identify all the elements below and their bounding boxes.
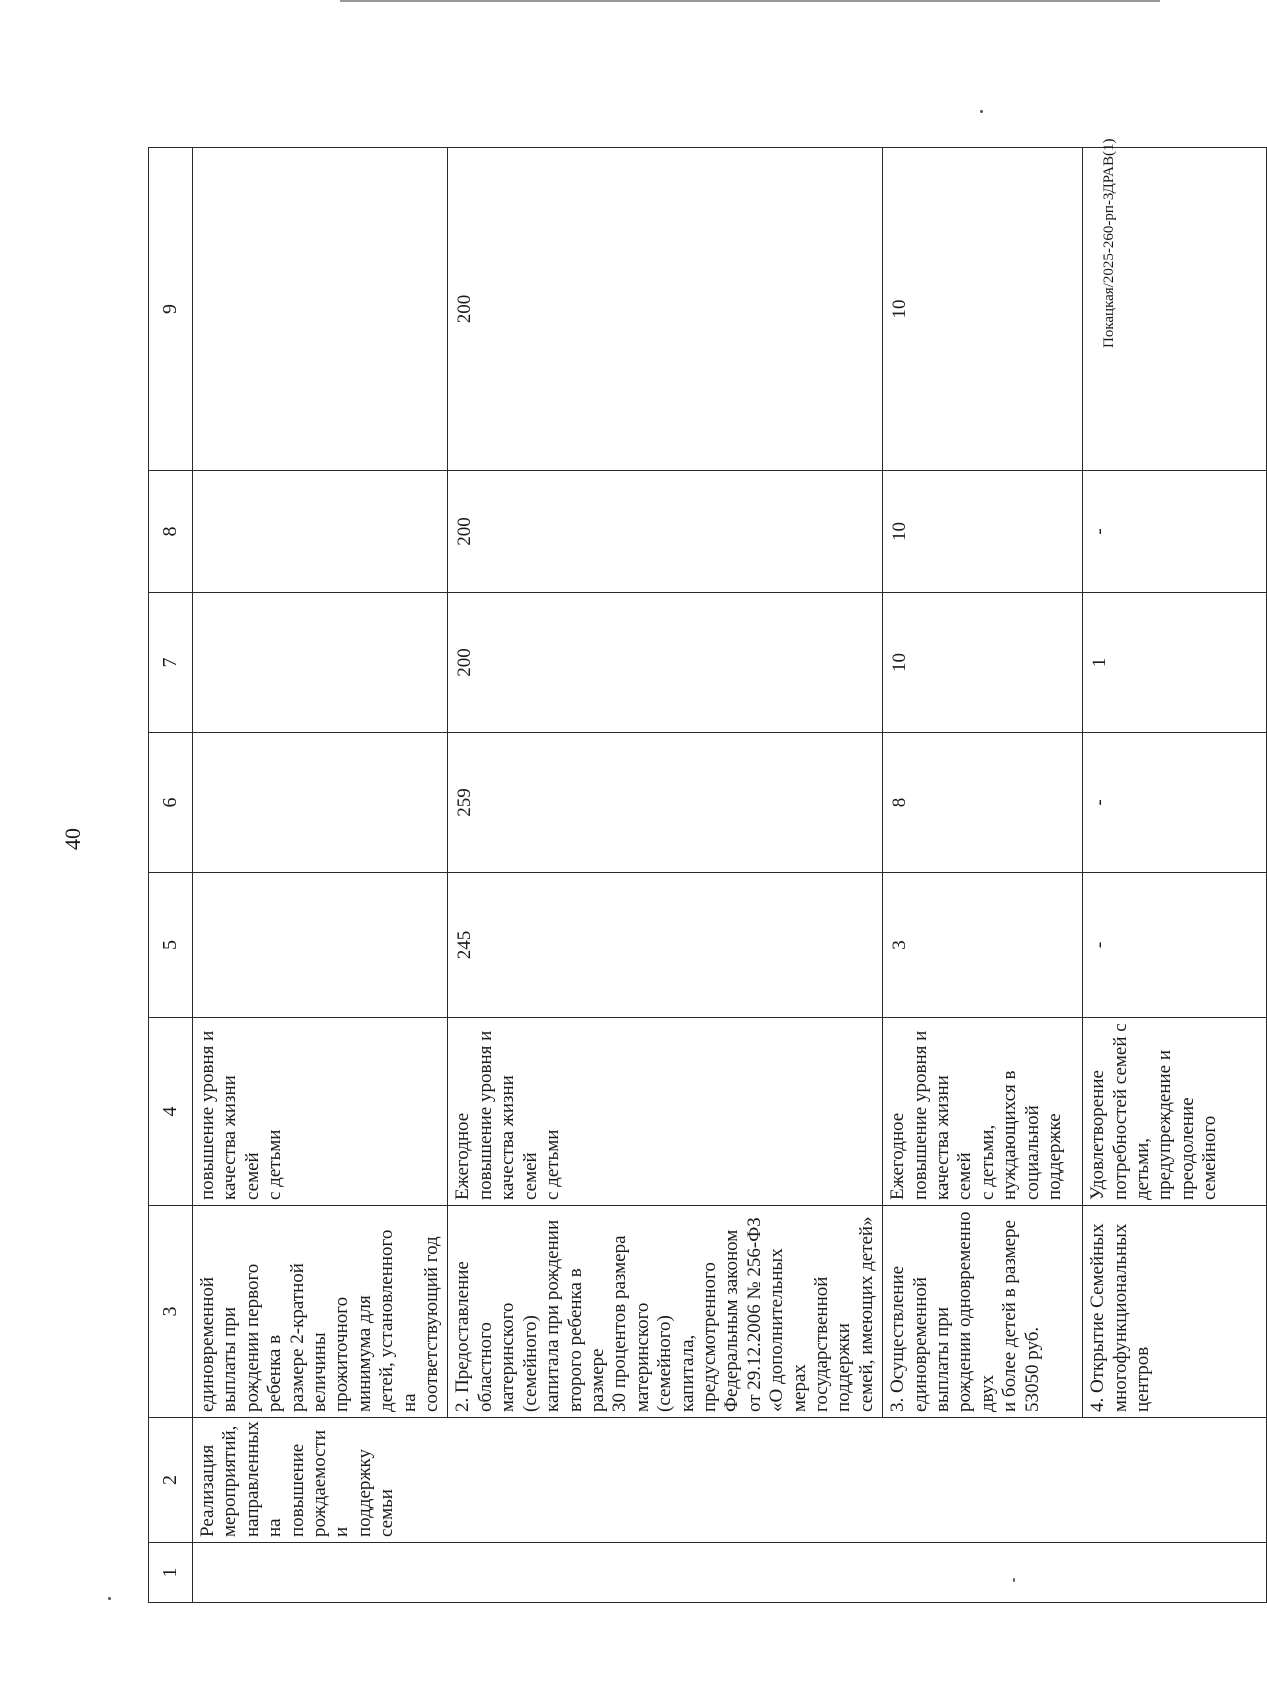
table-cell: 200 [448,593,883,733]
table-cell: 200 [448,148,883,471]
table-cell: Ежегодное повышение уровня и качества жизни семей с детьми [448,1018,883,1206]
table-cell: 259 [448,733,883,873]
table-row [883,148,1083,1603]
measures-table [148,147,1267,1603]
column-header: 7 [149,593,193,733]
table-cell: - [1083,873,1267,1018]
table-row [448,148,883,1603]
scan-speck [980,110,983,113]
table-cell: Реализация мероприятий, направленных на повышение рождаемости и поддержку семьи [193,1418,1267,1543]
table-cell: 1 [1083,593,1267,733]
table-cell: 10 [883,471,1083,593]
table-cell: 10 [883,148,1083,471]
scan-speck [108,1597,111,1600]
table-cell: 2. Предоставление областного материнского (семейного) капитала при рождении второго ребенка в размере 30 процентов размера материнского (семейного) капитала, предусмотренного Федеральным законом от 29.12.2006 № 256-ФЗ «О дополнительных мерах государственной поддержки семей, имеющих детей» [448,1206,883,1418]
column-header: 1 [149,1543,193,1603]
table-cell: - [1083,471,1267,593]
column-header: 4 [149,1018,193,1206]
table-cell: Ежегодное повышение уровня и качества жизни семей с детьми, нуждающихся в социальной поддержке [883,1018,1083,1206]
column-header: 5 [149,873,193,1018]
table-cell: единовременной выплаты при рождении первого ребенка в размере 2-кратной величины прожиточного минимума для детей, установленного на соответствующий год [193,1206,448,1418]
table-cell: 3 [883,873,1083,1018]
table-cell [193,873,448,1018]
table-cell: повышение уровня и качества жизни семей с детьми [193,1018,448,1206]
table-cell: - [1083,733,1267,873]
page-number: 40 [60,828,85,850]
table-cell [193,1543,1267,1603]
table-row [193,148,448,1603]
column-header: 3 [149,1206,193,1418]
table-cell [193,471,448,593]
table-cell: 200 [448,471,883,593]
table-cell: 4. Открытие Семейных многофункциональных центров [1083,1206,1267,1418]
table-row [1083,148,1267,1603]
table-cell: Удовлетворение потребностей семей с детьми, предупреждение и преодоление семейного [1083,1018,1267,1206]
file-reference: Покацкая/2025-260-рп-ЗДРАВ(1) [1101,138,1117,348]
scan-edge-line [340,0,1160,2]
column-header: 8 [149,471,193,593]
table-cell: 3. Осуществление единовременной выплаты при рождении одновременно двух и более детей в размере 53050 руб. [883,1206,1083,1418]
table-cell [193,148,448,471]
table-cell [193,593,448,733]
table-cell: 8 [883,733,1083,873]
table-cell: 10 [883,593,1083,733]
header-row [149,148,193,1603]
table-cell: 245 [448,873,883,1018]
column-header: 2 [149,1418,193,1543]
column-header: 9 [149,148,193,471]
column-header: 6 [149,733,193,873]
table-cell [193,733,448,873]
